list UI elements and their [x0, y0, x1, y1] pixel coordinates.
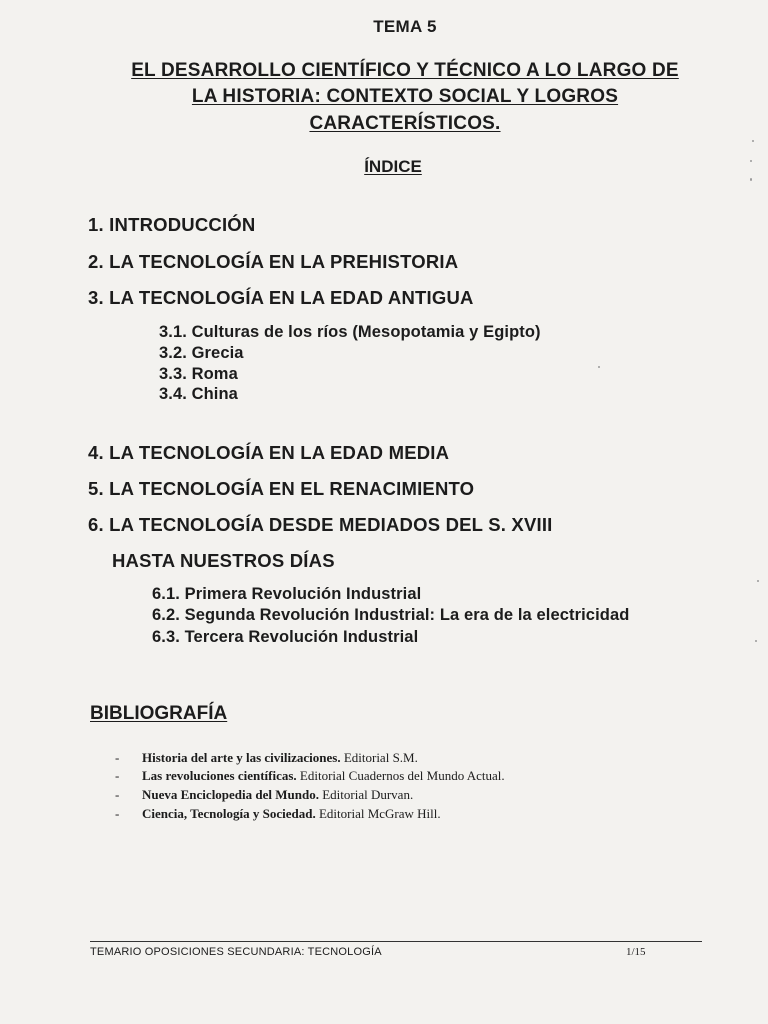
- bullet-dash: -: [115, 806, 120, 821]
- index-heading: ÍNDICE: [364, 157, 422, 176]
- page-number: 1/15: [626, 946, 646, 958]
- scan-speck: [757, 580, 759, 582]
- scan-speck: [755, 640, 757, 642]
- bibliography-publisher: Editorial McGraw Hill.: [315, 806, 441, 821]
- scan-speck: [598, 366, 600, 368]
- bibliography-publisher: Editorial Cuadernos del Mundo Actual.: [296, 768, 505, 783]
- bullet-dash: -: [115, 768, 120, 783]
- bullet-dash: -: [115, 750, 120, 765]
- subitem-3-4: 3.4. China: [159, 385, 238, 403]
- index-item-2: 2. LA TECNOLOGÍA EN LA PREHISTORIA: [88, 251, 459, 272]
- title-line-2: LA HISTORIA: CONTEXTO SOCIAL Y LOGROS: [191, 86, 619, 107]
- bibliography-entry: [115, 768, 505, 784]
- subitem-6-1: 6.1. Primera Revolución Industrial: [152, 585, 422, 603]
- tema-label: TEMA 5: [373, 17, 437, 36]
- index-item-3: 3. LA TECNOLOGÍA EN LA EDAD ANTIGUA: [88, 287, 474, 308]
- bibliography-entry: [115, 750, 418, 766]
- bibliography-title: Nueva Enciclopedia del Mundo.: [142, 787, 319, 802]
- index-item-4: 4. LA TECNOLOGÍA EN LA EDAD MEDIA: [88, 442, 450, 463]
- bullet-dash: -: [115, 787, 120, 802]
- index-item-5: 5. LA TECNOLOGÍA EN EL RENACIMIENTO: [88, 478, 475, 499]
- bibliography-publisher: Editorial Durvan.: [318, 787, 414, 802]
- subitem-3-2: 3.2. Grecia: [159, 344, 244, 362]
- index-item-6: 6. LA TECNOLOGÍA DESDE MEDIADOS DEL S. XVIII: [88, 514, 553, 535]
- index-item-1: 1. INTRODUCCIÓN: [88, 214, 256, 235]
- bibliography-heading: BIBLIOGRAFÍA: [90, 703, 228, 724]
- subitem-6-3: 6.3. Tercera Revolución Industrial: [152, 628, 419, 646]
- subitem-3-3: 3.3. Roma: [159, 365, 238, 383]
- bibliography-title: Las revoluciones científicas.: [142, 768, 297, 783]
- bibliography-title: Historia del arte y las civilizaciones.: [142, 750, 341, 765]
- scan-speck: [750, 178, 752, 181]
- scan-speck: [750, 160, 752, 162]
- bibliography-entry: [115, 806, 441, 822]
- subitem-3-1: 3.1. Culturas de los ríos (Mesopotamia y Egipto): [159, 323, 541, 341]
- bibliography-publisher: Editorial S.M.: [340, 750, 418, 765]
- title-line-1: EL DESARROLLO CIENTÍFICO Y TÉCNICO A LO LARGO DE: [131, 60, 679, 81]
- footer-divider: [90, 941, 702, 942]
- scan-speck: [752, 140, 754, 142]
- footer-label: TEMARIO OPOSICIONES SECUNDARIA: TECNOLOGÍA: [90, 946, 382, 958]
- bibliography-title: Ciencia, Tecnología y Sociedad.: [142, 806, 316, 821]
- bibliography-entry: [115, 787, 414, 803]
- index-item-6-cont: HASTA NUESTROS DÍAS: [112, 550, 335, 571]
- title-line-3: CARACTERÍSTICOS.: [309, 113, 501, 134]
- subitem-6-2: 6.2. Segunda Revolución Industrial: La era de la electricidad: [152, 606, 630, 624]
